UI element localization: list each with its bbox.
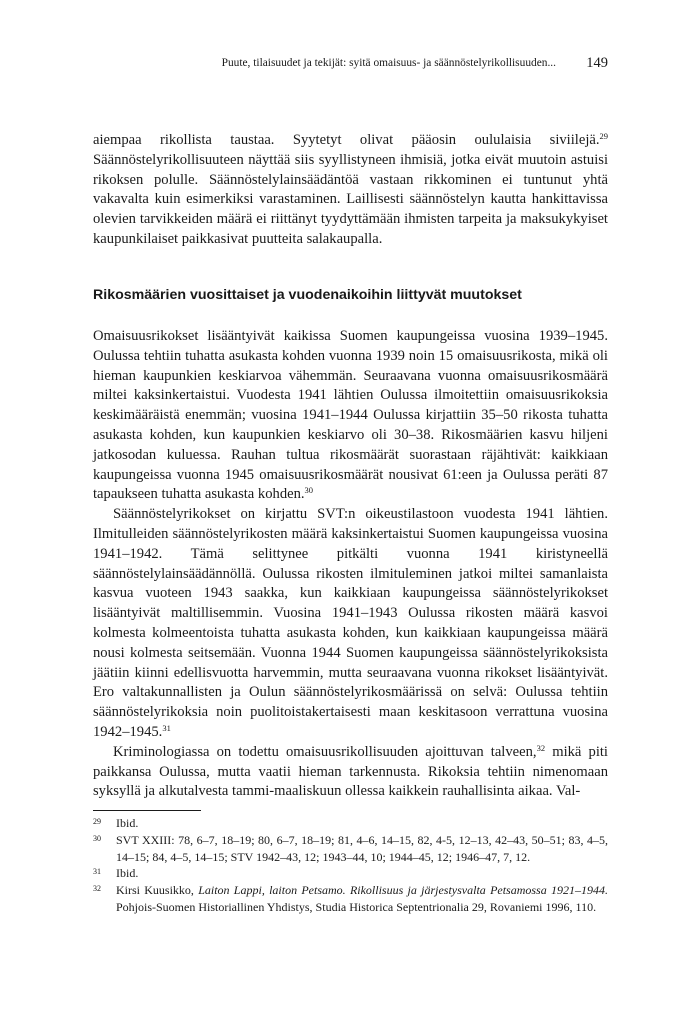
footnote: 29 Ibid. bbox=[93, 816, 139, 830]
intro-paragraph-block bbox=[93, 131, 608, 250]
section-heading: Rikosmäärien vuosittaiset ja vuodenaikoihin liittyvät muutokset bbox=[93, 287, 522, 303]
page-number: 149 bbox=[586, 55, 608, 71]
running-head-title: Puute, tilaisuudet ja tekijät: syitä omaisuus- ja säännöstelyrikollisuuden... bbox=[221, 57, 556, 69]
footnote-ref[interactable]: 29 bbox=[599, 131, 608, 141]
footnote-divider bbox=[93, 810, 201, 811]
footnote: 31 Ibid. bbox=[93, 866, 139, 881]
footnote-ref[interactable]: 30 bbox=[304, 485, 314, 496]
footnote-number: 32 bbox=[93, 884, 101, 894]
footnote-ref[interactable]: 31 bbox=[162, 722, 171, 733]
footnote-number: 30 bbox=[93, 833, 101, 843]
footnotes bbox=[93, 815, 608, 916]
running-head bbox=[93, 55, 608, 73]
footnote: 32 Kirsi Kuusikko, Laiton Lappi, laiton Petsamo. Rikollisuus ja järjestysvalta Petsamossa 1921–1944. Pohjois-Suomen Historiallinen Yhdistys, Studia Historica Septentrionalia 29, Rovaniemi 1996, 110. bbox=[93, 883, 608, 914]
footnote: 30 SVT XXIII: 78, 6–7, 18–19; 80, 6–7, 18–19; 81, 4–6, 14–15, 82, 4-5, 12–13, 42–43, 50–51; 83, 4–5, 14–15; 84, 4–5, 14–15; STV 1942–43, 12; 1943–44, 10; 1944–45, 12; 1946–47, 7, 12. bbox=[93, 832, 608, 864]
paragraph: Kriminologiassa on todettu omaisuusrikollisuuden ajoittuvan talveen,$^{32}$ mikä piti paikkansa Oulussa, mutta vaatii hieman tarkennusta. Rikoksia tehtiin nimenomaan syksyllä ja alkutalvesta tammi-maaliskuun ollessa kaikkein rauhallisinta aikaa. Val- bbox=[93, 742, 608, 800]
intro-paragraph: aiempaa rikollista taustaa. Syytetyt olivat pääosin oululaisia siviilejä.$^{29}$ Säännöstelyrikollisuuteen näyttää siis syyllistyneen ihmisiä, jotka eivät muutoin astuisi rikoksen polulle. Säännöstelylainsäädäntöä vastaan rikkominen ei tuntunut yhtä vakavalta kuin esimerkiksi varastaminen. Laillisesti säännöstelyn kautta hankittavissa olevien tarvikkeiden määrä ei riittänyt tyydyttämään ihmisten tarpeita ja maksukykyiset kaupunkilaiset paikkasivat puutteita salakaupalla. bbox=[93, 131, 608, 247]
main-text bbox=[93, 327, 608, 802]
footnote-number: 29 bbox=[93, 817, 101, 826]
paragraph: Säännöstelyrikokset on kirjattu SVT:n oikeustilastoon vuodesta 1941 lähtien. Ilmitulleiden säännöstelyrikosten määrä kaksinkertaistui Suomen kaupungeissa vuosina 1941–1942. Tämä selittynee pitkälti vuonna 1941 kiristyneellä säännöstelylainsäädännöllä. Oulussa rikosten ilmituleminen jatkoi miltei samanlaista kasvua vuoteen 1943 saakka, kun kaikkiaan kaupungeissa säännöstelyrikokset lisääntyivät maltillisemmin. Vuosina 1941–1943 Oulussa rikosten määrä kasvoi kolmesta kolmeentoista tuhatta asukasta kohden, kun kaikkiaan kaupungeissa määrä nousi kolmesta seitsemään. Vuonna 1944 Suomen kaupungeissa säännöstelyrikoksista jäätiin kiinni edellisvuotta harvemmin, mutta seuraavana vuonna rikokset lisääntyivät. Ero valtakunnallisten ja Oulun säännöstelyrikosmäärissä on selvä: Oulussa tehtiin säännöstelyrikoksia noin puolitoistakertaisesti maan keskitasoon verrattuna vuosina 1942–1945.31 bbox=[93, 506, 608, 740]
paragraph: Omaisuusrikokset lisääntyivät kaikissa Suomen kaupungeissa vuosina 1939–1945. Oulussa tehtiin tuhatta asukasta kohden vuonna 1939 noin 15 omaisuusrikosta, mikä oli hieman kaupunkien keskiarvoa vähemmän. Seuraavana vuonna omaisuusrikosmäärä miltei kaksinkertaistui. Vuodesta 1941 lähtien Oulussa ilmoitettiin omaisuusrikoksia keskimääräistä enemmän; vuosina 1941–1944 Oulussa kirjattiin 35–50 rikosta tuhatta asukasta kohden, kun kaupunkien keskiarvo oli 30–38. Rikosmäärien kasvu hiljeni jatkosodan kuluessa. Rauhan tultua rikosmäärät suorastaan räjähtivät: kaikkiaan kaupungeissa vuonna 1945 omaisuusrikosmäärät nousivat 61:een ja Oulussa peräti 87 tapaukseen tuhatta asukasta kohden.$^{30}$ bbox=[93, 328, 608, 503]
footnote-ref[interactable]: 32 bbox=[536, 742, 546, 753]
footnote-number: 31 bbox=[93, 867, 101, 877]
